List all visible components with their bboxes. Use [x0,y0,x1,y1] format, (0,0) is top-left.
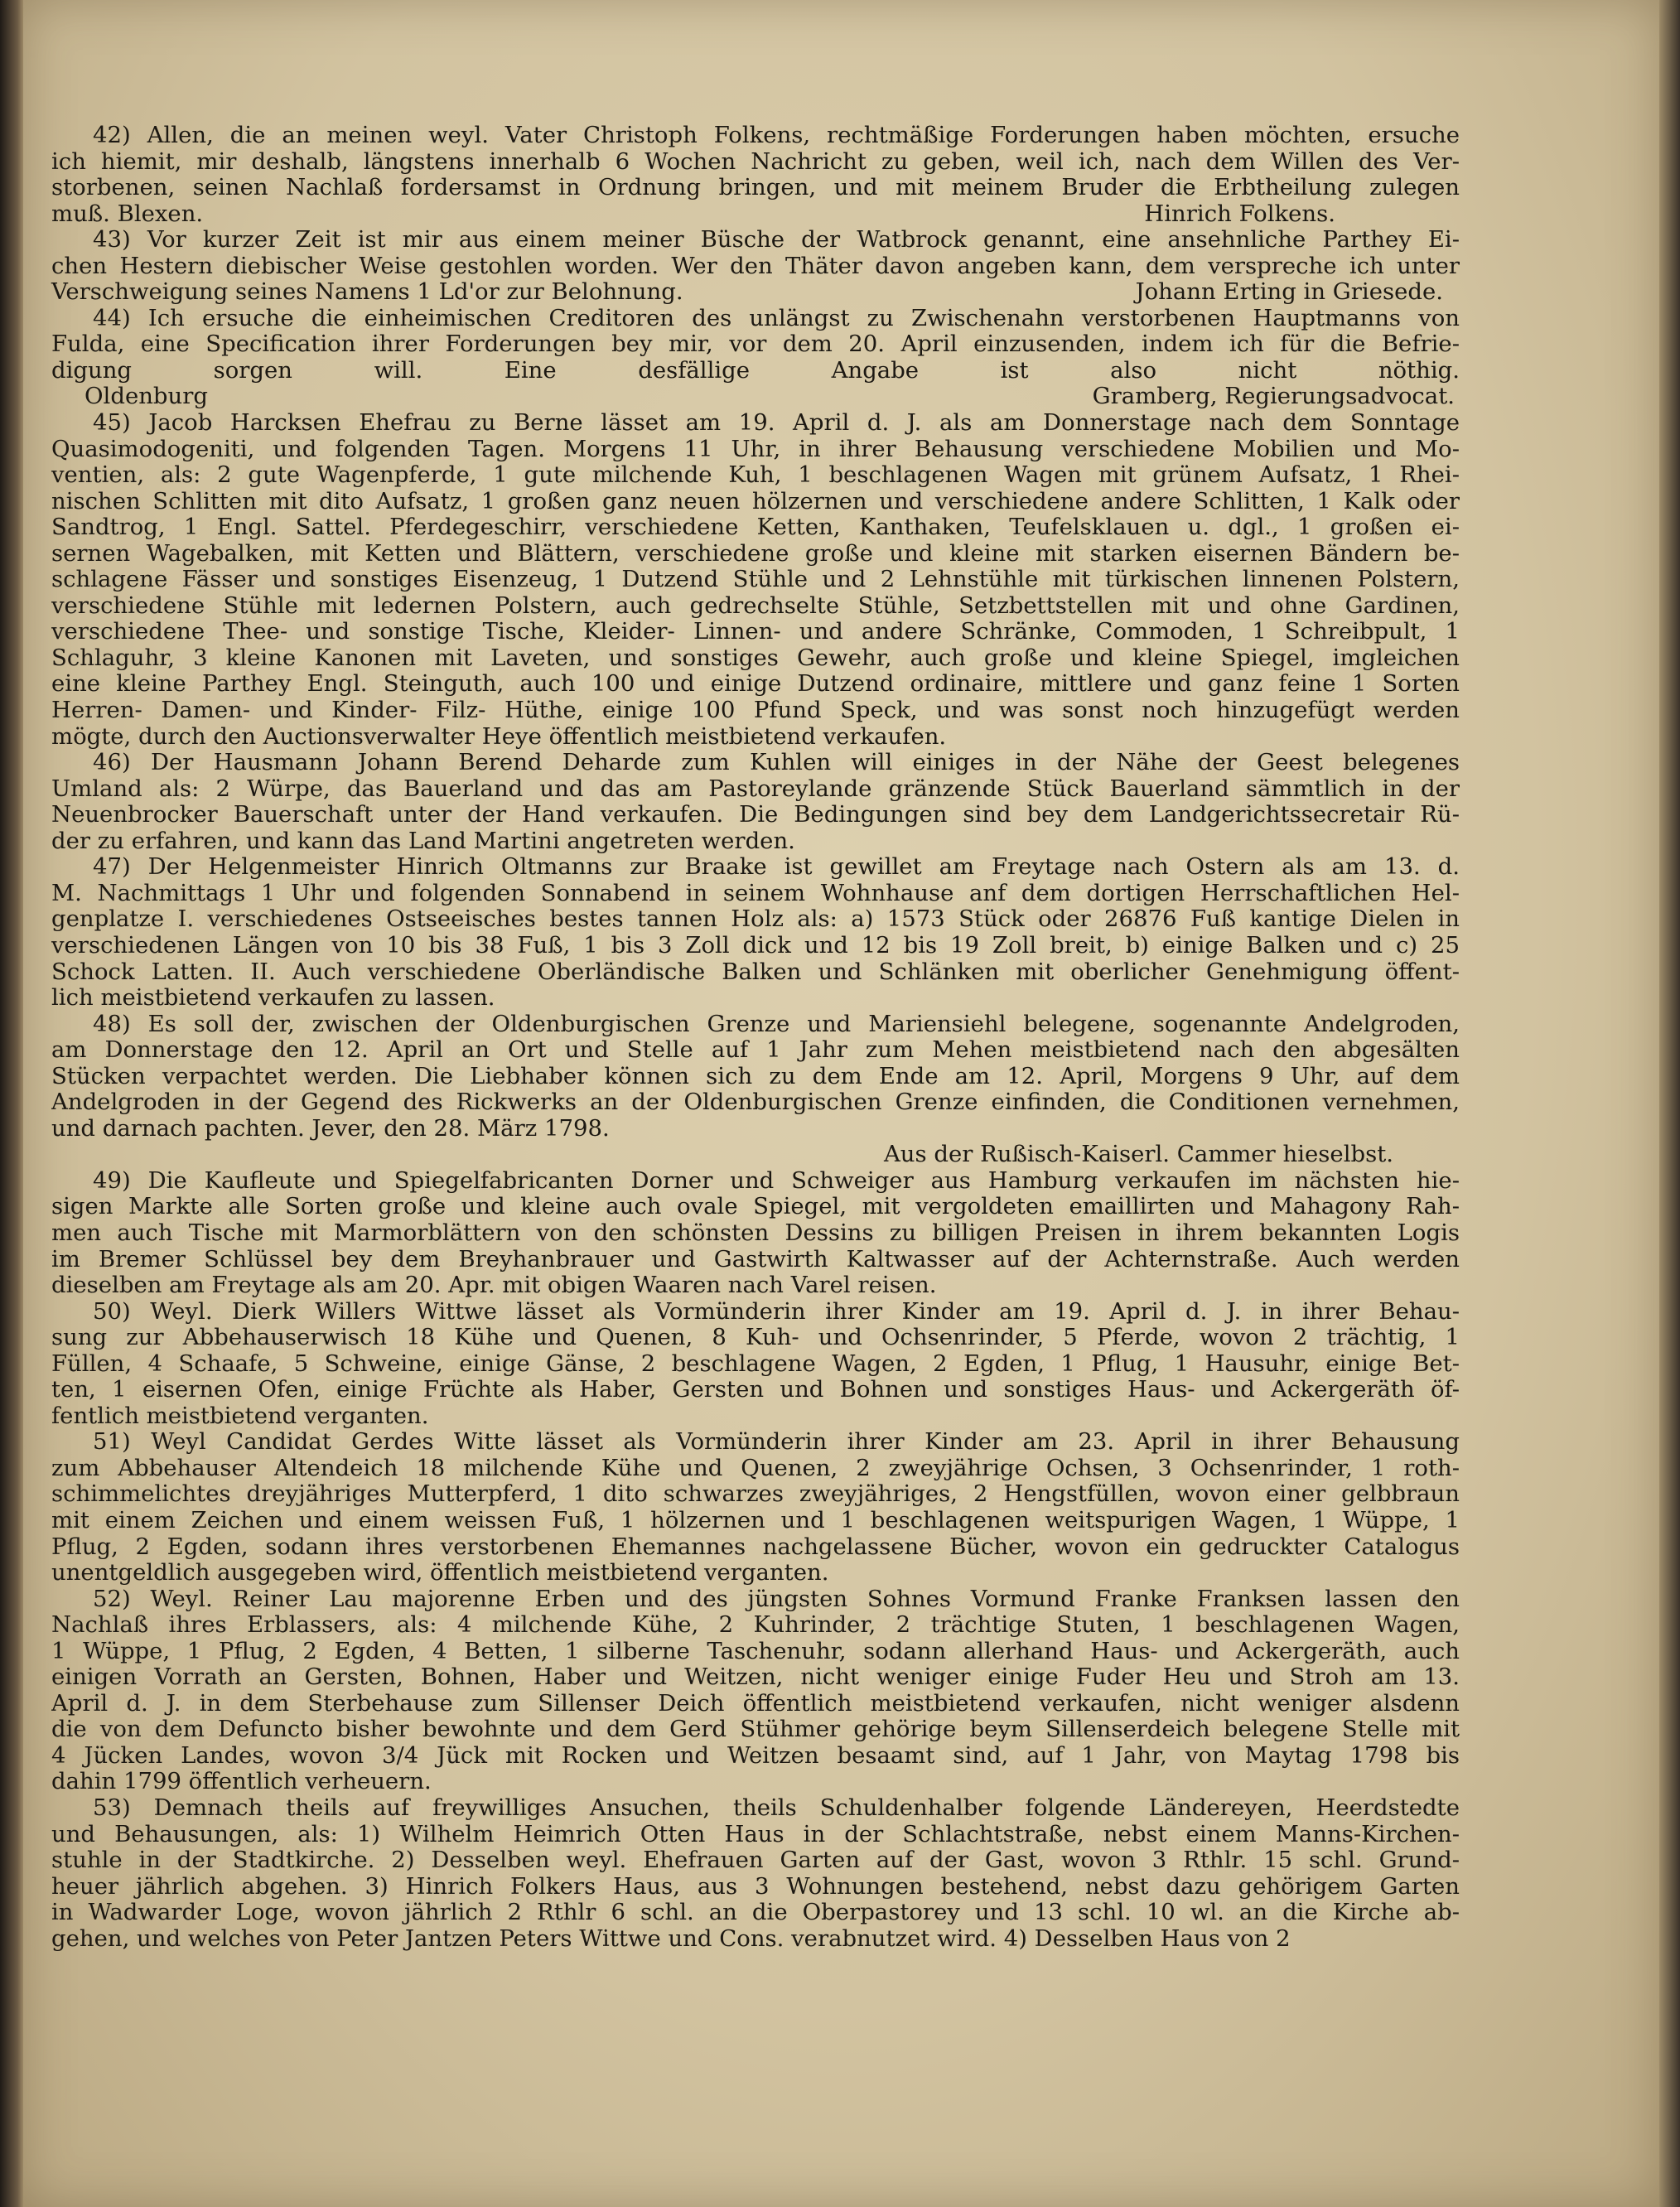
notice-line: stuhle in der Stadtkirche. 2) Desselben weyl. Ehefrauen Garten auf der Gast, wovon 3 Rthlr. 15 schl. Grund- [51,1847,1460,1874]
notice-line: 46) Der Hausmann Johann Berend Deharde zum Kuhlen will einiges in der Nähe der Geest belegenes [93,750,1460,776]
signature-place: Oldenburg [84,383,208,410]
notice-line: verschiedenen Längen von 10 bis 38 Fuß, 1 bis 3 Zoll dick und 12 bis 19 Zoll breit, b) einige Balken und c) 25 [51,932,1460,959]
notice-line: und Behausungen, als: 1) Wilhelm Heimrich Otten Haus in der Schlachtstraße, nebst einem Manns-Kirchen- [51,1821,1460,1847]
notice-line: Stücken verpachtet werden. Die Liebhaber können sich zu dem Ende am 12. April, Morgens 9 Uhr, auf dem [51,1063,1460,1089]
notice-line: Quasimodogeniti, und folgenden Tagen. Morgens 11 Uhr, in ihrer Behausung verschiedene Mobilien und Mo- [51,436,1460,462]
notice-line: verschiedene Thee- und sonstige Tische, Kleider- Linnen- und andere Schränke, Commoden, 1 Schreibpult, 1 [51,619,1460,645]
notice-line: ventien, als: 2 gute Wagenpferde, 1 gute milchende Kuh, 1 beschlagenen Wagen mit grünem Aufsatz, 1 Rhei- [51,462,1460,489]
notice-line: 42) Allen, die an meinen weyl. Vater Christoph Folkens, rechtmäßige Forderungen haben möchten, ersuche [93,123,1460,148]
notice-line: dahin 1799 öffentlich verheuern. [51,1769,432,1795]
notice-line: 49) Die Kaufleute und Spiegelfabricanten Dorner und Schweiger aus Hamburg verkaufen im nächsten hie- [93,1167,1460,1194]
notice-line: am Donnerstage den 12. April an Ort und Stelle auf 1 Jahr zum Mehen meistbietend nach den abgesälten [51,1037,1460,1064]
signature-name: Gramberg, Regierungsadvocat. [1092,383,1455,410]
page-text [51,123,1460,1952]
signature-row [51,384,1460,410]
notice-43 [51,227,1460,306]
notice-51 [51,1429,1460,1586]
notice-line: Herren- Damen- und Kinder- Filz- Hüthe, einige 100 Pfund Speck, und was sonst noch hinzugefügt werden [51,698,1460,724]
notice-45 [51,410,1460,750]
notice-line: genplatze I. verschiedenes Ostseeisches bestes tannen Holz als: a) 1573 Stück oder 26876 Fuß kantige Dielen in [51,906,1460,933]
notice-line: 50) Weyl. Dierk Willers Wittwe lässet als Vormünderin ihrer Kinder am 19. April d. J. in ihrer Behau- [93,1298,1460,1325]
notice-line: schimmelichtes dreyjähriges Mutterpferd, 1 dito schwarzes zweyjähriges, 2 Hengstfüllen, wovon einer gelbbraun [51,1481,1460,1508]
notice-line: Nachlaß ihres Erblassers, als: 4 milchende Kühe, 2 Kuhrinder, 2 trächtige Stuten, 1 beschlagenen Wagen, [51,1612,1460,1639]
notice-line: ich hiemit, mir deshalb, längstens innerhalb 6 Wochen Nachricht zu geben, weil ich, nach dem Willen des Ver- [51,148,1460,175]
signature-name: Hinrich Folkens. [1144,200,1335,227]
notice-line: storbenen, seinen Nachlaß fordersamst in Ordnung bringen, und mit meinem Bruder die Erbtheilung zulegen [51,175,1460,201]
notice-line: Füllen, 4 Schaafe, 5 Schweine, einige Gänse, 2 beschlagene Wagen, 2 Egden, 1 Pflug, 1 Hausuhr, einige Bet- [51,1350,1460,1377]
notice-line: ten, 1 eisernen Ofen, einige Früchte als Haber, Gersten und Bohnen und sonstiges Haus- und Ackergeräth öf- [51,1377,1460,1403]
notice-line: Pflug, 2 Egden, sodann ihres verstorbenen Ehemannes nachgelassene Bücher, wovon ein gedruckter Catalogus [51,1533,1460,1560]
notice-line: schlagene Fässer und sonstiges Eisenzeug, 1 Dutzend Stühle und 2 Lehnstühle mit türkischen linnenen Polstern, [51,567,1460,593]
notice-line: dieselben am Freytage als am 20. Apr. mit obigen Waaren nach Varel reisen. [51,1273,937,1299]
notice-line: mit einem Zeichen und einem weissen Fuß, 1 hölzernen und 1 beschlagenen weitspurigen Wagen, 1 Wüppe, 1 [51,1507,1460,1533]
notice-line: in Wadwarder Loge, wovon jährlich 2 Rthlr 6 schl. an die Oberpastorey und 13 schl. 10 wl. an die Kirche ab- [51,1900,1460,1926]
notice-line: M. Nachmittags 1 Uhr und folgenden Sonnabend in seinem Wohnhause anf dem dortigen Herrschaftlichen Hel- [51,880,1460,906]
notice-line: digung sorgen will. Eine desfällige Angabe ist also nicht nöthig. [51,357,1460,384]
signature-place: Verschweigung seines Namens 1 Ld'or zur Belohnung. [51,278,683,306]
notice-line: 53) Demnach theils auf freywilliges Ansuchen, theils Schuldenhalber folgende Ländereyen, Heerdstedte [93,1795,1460,1821]
signature-name: Johann Erting in Griesede. [1135,278,1443,306]
book-gutter [0,0,25,2207]
notice-line: men auch Tische mit Marmorblättern von den schönsten Dessins zu billigen Preisen in ihrem bekannten Logis [51,1219,1460,1246]
notice-line: chen Hestern diebischer Weise gestohlen worden. Wer den Thäter davon angeben kann, dem verspreche ich unter [51,253,1460,279]
notice-line: heuer jährlich abgehen. 3) Hinrich Folkers Haus, aus 3 Wohnungen bestehend, nebst dazu gehörigem Garten [51,1873,1460,1900]
notice-line: April d. J. in dem Sterbehause zum Sillenser Deich öffentlich meistbietend verkaufen, nicht weniger alsdenn [51,1690,1460,1717]
notice-line: 51) Weyl Candidat Gerdes Witte lässet als Vormünderin ihrer Kinder am 23. April in ihrer Behausung [93,1429,1460,1456]
signature-row [51,279,1460,306]
notice-line: 48) Es soll der, zwischen der Oldenburgischen Grenze und Mariensiehl belegene, sogenannte Andelgroden, [93,1011,1460,1037]
notice-line: 47) Der Helgenmeister Hinrich Oltmanns zur Braake ist gewillet am Freytage nach Ostern als am 13. d. [93,854,1460,881]
notice-line: gehen, und welches von Peter Jantzen Peters Wittwe und Cons. verabnutzet wird. 4) Desselben Haus von 2 [51,1925,1291,1952]
notice-line: 1 Wüppe, 1 Pflug, 2 Egden, 4 Betten, 1 silberne Taschenuhr, sodann allerhand Haus- und Ackergeräth, auch [51,1638,1460,1664]
notice-line: 45) Jacob Harcksen Ehefrau zu Berne lässet am 19. April d. J. als am Donnerstage nach dem Sonntage [93,410,1460,437]
notice-line: zum Abbehauser Altendeich 18 milchende Kühe und Quenen, 2 zweyjährige Ochsen, 3 Ochsenrinder, 1 roth- [51,1455,1460,1481]
notice-line: lich meistbietend verkaufen zu lassen. [51,985,495,1012]
notice-line: sernen Wagebalken, mit Ketten und Blättern, verschiedene große und kleine mit starken eisernen Bändern be- [51,540,1460,567]
notice-line: Schlaguhr, 3 kleine Kanonen mit Laveten, und sonstiges Gewehr, auch große und kleine Spiegel, imgleichen [51,645,1460,671]
notice-48 [51,1012,1460,1168]
notice-line: 44) Ich ersuche die einheimischen Creditoren des unlängst zu Zwischenahn verstorbenen Hauptmanns von [93,305,1460,331]
notice-line: Neuenbrocker Bauerschaft unter der Hand verkaufen. Die Bedingungen sind bey dem Landgerichtssecretair Rü- [51,802,1460,828]
notice-line: Fulda, eine Specification ihrer Forderungen bey mir, vor dem 20. April einzusenden, indem ich für die Befrie- [51,331,1460,358]
notice-line: Schock Latten. II. Auch verschiedene Oberländische Balken und Schlänken mit oberlicher Genehmigung öffent- [51,959,1460,985]
notice-49 [51,1168,1460,1299]
notice-52 [51,1586,1460,1795]
notice-line: 4 Jücken Landes, wovon 3/4 Jück mit Rocken und Weitzen besaamt sind, auf 1 Jahr, von Maytag 1798 bis [51,1742,1460,1769]
signature-row [51,201,1460,228]
notice-line: eine kleine Parthey Engl. Steinguth, auch 100 und einige Dutzend ordinaire, mittlere und ganz feine 1 Sorten [51,671,1460,698]
notice-line: unentgeldlich ausgegeben wird, öffentlich meistbietend verganten. [51,1560,829,1586]
notice-47 [51,854,1460,1011]
notice-line: der zu erfahren, und kann das Land Martini angetreten werden. [51,828,795,854]
notice-line: die von dem Defuncto bisher bewohnte und dem Gerd Stühmer gehörige beym Sillenserdeich belegene Stelle mit [51,1717,1460,1743]
notice-line: nischen Schlitten mit dito Aufsatz, 1 großen ganz neuen hölzernen und verschiedene andere Schlitten, 1 Kalk oder [51,488,1460,514]
notice-44 [51,306,1460,410]
notice-line: 43) Vor kurzer Zeit ist mir aus einem meiner Büsche der Watbrock genannt, eine ansehnliche Parthey Ei- [93,227,1460,254]
notice-line: verschiedene Stühle mit ledernen Polstern, auch gedrechselte Stühle, Setzbettstellen mit und ohne Gardinen, [51,592,1460,619]
notice-line: fentlich meistbietend verganten. [51,1403,429,1429]
notice-line: einigen Vorrath an Gersten, Bohnen, Haber und Weitzen, nicht weniger einige Fuder Heu und Stroh am 13. [51,1664,1460,1691]
notice-line: Umland als: 2 Würpe, das Bauerland und das am Pastoreylande gränzende Stück Bauerland sämmtlich in der [51,775,1460,802]
signature-name: Aus der Rußisch-Kaiserl. Cammer hieselbst. [883,1141,1393,1168]
signature-place: muß. Blexen. [51,200,204,227]
notice-line: und darnach pachten. Jever, den 28. März 1798. [51,1115,610,1142]
notice-line: Andelgroden in der Gegend des Rickwerks an der Oldenburgischen Grenze einfinden, die Conditionen vernehmen, [51,1089,1460,1116]
notice-50 [51,1299,1460,1430]
notice-42 [51,123,1460,227]
notice-line: mögte, durch den Auctionsverwalter Heye öffentlich meistbietend verkaufen. [51,723,947,750]
notice-line: Sandtrog, 1 Engl. Sattel. Pferdegeschirr, verschiedene Ketten, Kanthaken, Teufelsklauen u. dgl., 1 großen ei- [51,514,1460,541]
page-edge [1659,0,1680,2207]
notice-line: sung zur Abbehauserwisch 18 Kühe und Quenen, 8 Kuh- und Ochsenrinder, 5 Pferde, wovon 2 trächtig, 1 [51,1325,1460,1351]
notice-46 [51,750,1460,854]
notice-line: 52) Weyl. Reiner Lau majorenne Erben und des jüngsten Sohnes Vormund Franke Franksen lassen den [93,1586,1460,1612]
notice-line: sigen Markte alle Sorten große und kleine auch ovale Spiegel, mit vergoldeten emaillirten und Mahagony Rah- [51,1194,1460,1220]
notice-53 [51,1795,1460,1952]
notice-line: im Bremer Schlüssel bey dem Breyhanbrauer und Gastwirth Kaltwasser auf der Achternstraße. Auch werden [51,1246,1460,1273]
